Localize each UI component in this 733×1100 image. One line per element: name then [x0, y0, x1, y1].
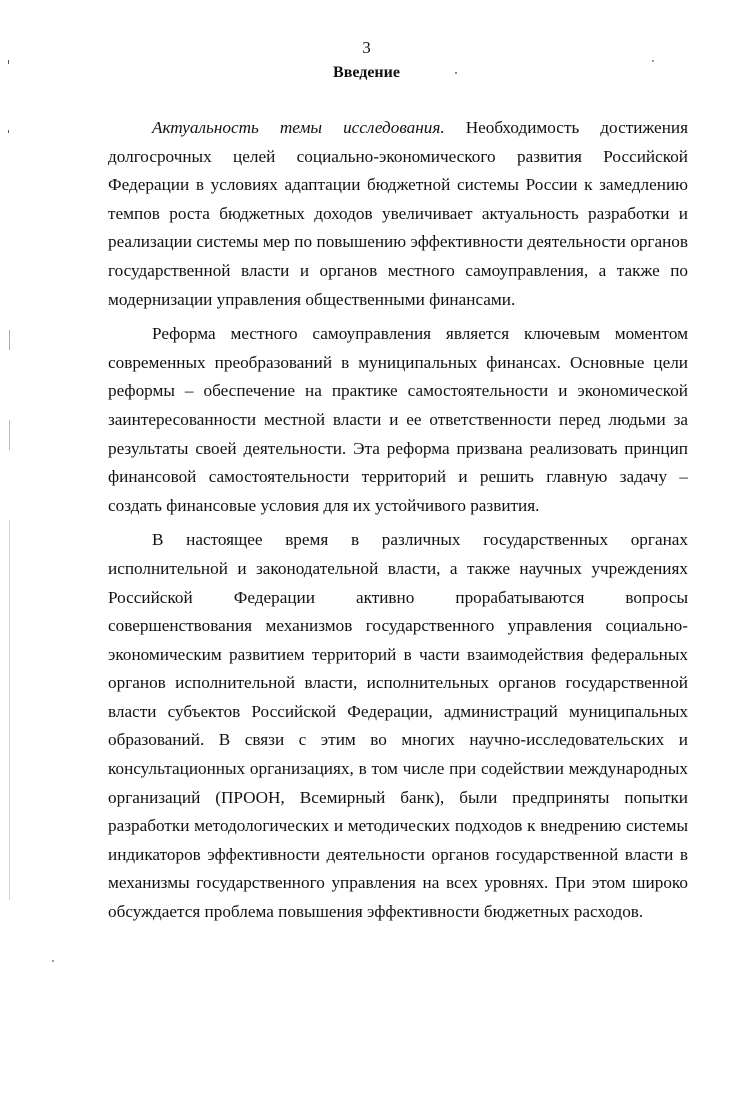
page-number: 3 — [362, 38, 371, 57]
section-title: Введение — [333, 64, 400, 81]
scan-speck — [8, 60, 9, 64]
paragraph-1 — [108, 114, 688, 314]
scan-speck — [9, 520, 10, 900]
paragraph-3: В настоящее время в различных государственных органах исполнительной и законодательной власти, а также научных учреждениях Российской Федерации активно прорабатываются вопросы совершенствования механизмов государственного управления социально-экономическим развитием территорий в части взаимодействия федеральных органов исполнительной власти, исполнительных органов государственной власти субъектов Российской Федерации, администраций муниципальных образований. В связи с этим во многих научно-исследовательских и консультационных организациях, в том числе при содействии международных организаций (ПРООН, Всемирный банк), были предприняты попытки разработки методологических и методических подходов к внедрению системы индикаторов эффективности деятельности органов государственной власти в механизмы государственного управления на всех уровнях. При этом широко обсуждается проблема повышения эффективности бюджетных расходов. — [108, 530, 688, 922]
scan-speck — [8, 130, 9, 133]
paragraph-1-text: Необходимость достижения долгосрочных целей социально-экономического развития Российской Федерации в условиях адаптации бюджетной системы России к замедлению темпов роста бюджетных доходов увеличивает актуальность разработки и реализации системы мер по повышению эффективности деятельности органов государственной власти и органов местного самоуправления, а также по модернизации управления общественными финансами. — [108, 118, 688, 309]
scan-speck — [9, 330, 10, 350]
scan-speck — [52, 960, 54, 962]
scan-speck — [9, 420, 10, 450]
paragraph-2: Реформа местного самоуправления является ключевым моментом современных преобразований в муниципальных финансах. Основные цели реформы – обеспечение на практике самостоятельности и экономической заинтересованности местной власти и ее ответственности перед людьми за результаты своей деятельности. Эта реформа призвана реализовать принцип финансовой самостоятельности территорий и решить главную задачу – создать финансовые условия для их устойчивого развития. — [108, 324, 688, 515]
body-text — [108, 114, 688, 933]
scan-speck — [652, 60, 654, 62]
scan-speck — [455, 72, 457, 74]
paragraph-1-lead: Актуальность темы исследования. — [152, 118, 445, 137]
